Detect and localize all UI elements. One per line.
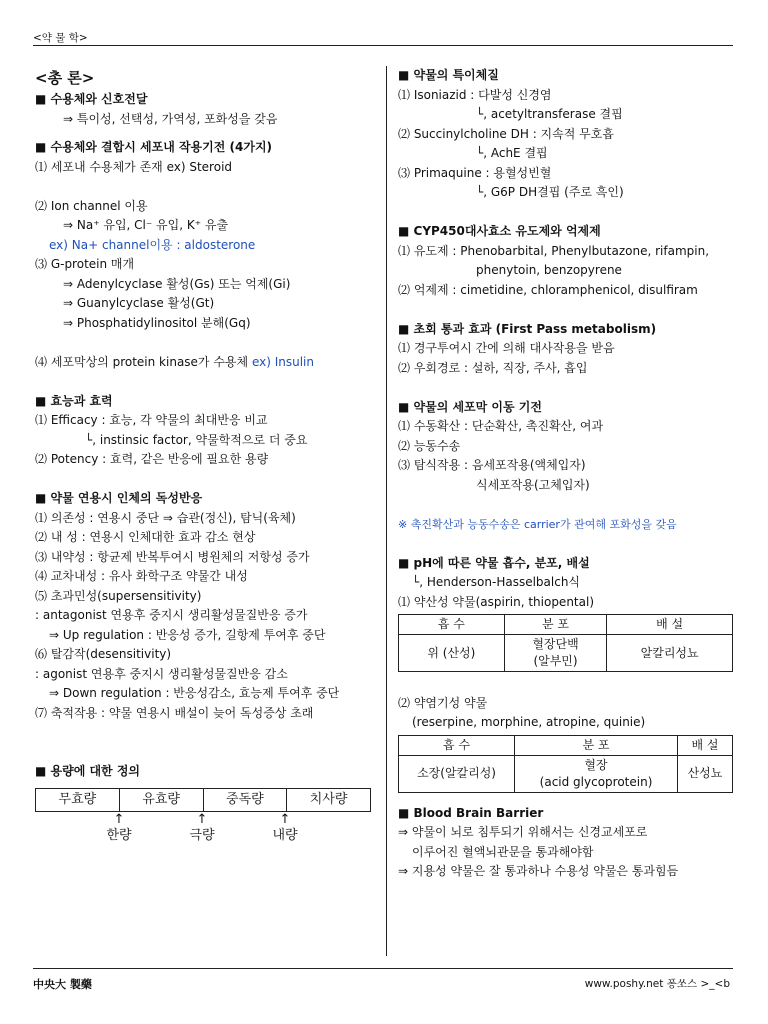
text-line: ⑵ 약염기성 약물: [398, 695, 488, 710]
text-line: ⑴ 경구투여시 간에 의해 대사작용을 받음: [398, 341, 615, 355]
dose-box: 치사량: [309, 791, 348, 807]
table-row: [399, 635, 733, 672]
text-line: ⇒ Na⁺ 유입, Cl⁻ 유입, K⁺ 유출: [63, 218, 229, 232]
table-header-cell: 흡 수: [399, 735, 515, 755]
example-line: ex) Na+ channel이용 : aldosterone: [49, 237, 256, 252]
dose-marks: [35, 812, 369, 852]
table-header-cell: 배 설: [677, 735, 732, 755]
table-cell: 혈장 (acid glycoprotein): [515, 755, 678, 792]
text-line: └, AchE 결핍: [476, 146, 548, 160]
text-line: ⇒ Phosphatidylinositol 분해(Gq): [63, 315, 251, 330]
text-line: ⇒ Down regulation : 반응성감소, 효능제 투여후 중단: [49, 686, 340, 700]
text-line: ⑶ G-protein 매개: [35, 257, 135, 271]
table-header-cell: 분 포: [504, 615, 607, 635]
column-divider: [386, 66, 387, 956]
base-drug-table: [398, 735, 733, 793]
text-span: ⑷ 세포막상의 protein kinase가 수용체: [35, 354, 249, 369]
text-line: └, acetyltransferase 결핍: [476, 107, 623, 121]
text-line: : antagonist 연용후 중지시 생리활성물질반응 증가: [35, 608, 308, 622]
table-cell: 산성뇨: [677, 755, 732, 792]
text-line: ⑴ 약산성 약물(aspirin, thiopental): [398, 594, 594, 609]
text-line: ⑵ 내 성 : 연용시 인체대한 효과 감소 현상: [35, 530, 256, 544]
text-line: ⑷ 교차내성 : 유사 화학구조 약물간 내성: [35, 569, 248, 583]
text-line: ⑵ 능동수송: [398, 438, 461, 453]
text-line: ⑵ Ion channel 이용: [35, 198, 148, 213]
table-cell: 위 (산성): [399, 635, 505, 672]
section-title: ■ 약물의 세포막 이동 기전: [398, 399, 542, 414]
table-row: [399, 755, 733, 792]
text-line: phenytoin, benzopyrene: [476, 263, 622, 277]
text-line: ⑴ Isoniazid : 다발성 신경염: [398, 87, 552, 102]
text-line: └, Henderson-Hasselbalch식: [412, 575, 581, 589]
text-line: : agonist 연용후 중지시 생리활성물질반응 감소: [35, 666, 288, 681]
table-header-cell: 분 포: [515, 735, 678, 755]
text-line: ⇒ Up regulation : 반응성 증가, 길항제 투여후 중단: [49, 627, 326, 642]
section-title: ■ CYP450대사효소 유도제와 억제제: [398, 224, 601, 238]
section-title: ■ 초회 통과 효과 (First Pass metabolism): [398, 321, 657, 336]
example-span: ex) Insulin: [251, 354, 314, 369]
text-line: ⇒ 특이성, 선택성, 가역성, 포화성을 갖음: [63, 111, 278, 126]
text-line: ⇒ 지용성 약물은 잘 통과하나 수용성 약물은 통과힘듬: [398, 864, 679, 878]
section-title: ■ 약물 연용시 인체의 독성반응: [35, 491, 203, 505]
text-line: ⇒ Adenylcyclase 활성(Gs) 또는 억제(Gi): [63, 276, 291, 291]
text-line: └, G6P DH결핍 (주로 흑인): [476, 185, 624, 199]
section-title: ■ 효능과 효력: [35, 393, 113, 408]
text-line: ⑺ 축적작용 : 약물 연용시 배설이 늦어 독성증상 초래: [35, 705, 314, 720]
footer-divider: [33, 968, 733, 969]
text-line: (reserpine, morphine, atropine, quinie): [412, 715, 646, 729]
text-line: ⑵ Potency : 효력, 같은 반응에 필요한 용량: [35, 452, 269, 466]
section-title: ■ 수용체와 신호전달: [35, 92, 148, 106]
header-divider: [33, 45, 733, 46]
text-line: ⑶ 탐식작용 : 음세포작용(액체입자): [398, 458, 586, 472]
table-header-cell: 흡 수: [399, 615, 505, 635]
text-line: ⑶ 내약성 : 항균제 반복투여시 병원체의 저항성 증가: [35, 549, 310, 564]
section-title: ■ 수용체와 결합시 세포내 작용기전 (4가지): [35, 140, 273, 154]
text-line: ⑴ 세포내 수용체가 존재 ex) Steroid: [35, 159, 233, 174]
footer-left: 中央大 製藥: [33, 978, 92, 991]
section-title: ■ pH에 따른 약물 흡수, 분포, 배설: [398, 555, 590, 570]
dose-box: 유효량: [120, 789, 204, 811]
table-header-row: [399, 615, 733, 635]
text-line: 이루어진 혈액뇌관문을 통과해야함: [412, 844, 594, 859]
text-line: ⑴ 유도제 : Phenobarbital, Phenylbutazone, rifampin,: [398, 243, 710, 258]
dose-mark: ↑ 내량: [272, 811, 298, 843]
text-line: ⑴ Efficacy : 효능, 각 약물의 최대반응 비교: [35, 413, 268, 427]
table-cell: 알칼리성뇨: [607, 635, 733, 672]
dose-mark: ↑ 극량: [189, 811, 215, 843]
table-header-cell: 배 설: [607, 615, 733, 635]
note-line: ※ 촉진확산과 능동수송은 carrier가 관여해 포화성을 갖음: [398, 517, 677, 531]
dose-scale: [35, 788, 371, 812]
text-line: ⇒ Guanylcyclase 활성(Gt): [63, 296, 215, 310]
left-column: [35, 66, 375, 852]
text-line: 식세포작용(고체입자): [476, 477, 590, 492]
text-line: ⑴ 의존성 : 연용시 중단 ⇒ 습관(정신), 탐닉(육체): [35, 510, 296, 525]
table-header-row: [399, 735, 733, 755]
table-cell: 혈장단백 (알부민): [504, 635, 607, 672]
section-title: ■ 용량에 대한 정의: [35, 764, 141, 778]
footer-right: www.poshy.net 퐁쏘스 >_<b: [584, 978, 730, 990]
acid-drug-table: [398, 614, 733, 672]
text-line: ⑵ 우회경로 : 설하, 직장, 주사, 흡입: [398, 360, 588, 375]
section-title: ■ Blood Brain Barrier: [398, 805, 544, 820]
page-header: <약 물 학>: [33, 32, 88, 44]
text-line: ⑸ 초과민성(supersensitivity): [35, 588, 202, 603]
text-line: ⑹ 탈감작(desensitivity): [35, 647, 172, 661]
text-line: ⑵ Succinylcholine DH : 지속적 무호흡: [398, 126, 614, 141]
text-line: ⑶ Primaquine : 용혈성빈혈: [398, 165, 552, 180]
dose-box: 무효량: [36, 789, 120, 811]
table-cell: 소장(알칼리성): [399, 755, 515, 792]
right-column: [398, 66, 733, 882]
text-line: [35, 353, 375, 373]
dose-box: 중독량: [204, 789, 288, 811]
text-line: ⑵ 억제제 : cimetidine, chloramphenicol, disulfiram: [398, 282, 698, 297]
dose-mark: ↑ 한량: [106, 811, 132, 843]
text-line: └, instinsic factor, 약물학적으로 더 중요: [85, 432, 308, 447]
chapter-title: <총 론>: [35, 69, 95, 87]
section-title: ■ 약물의 특이체질: [398, 68, 499, 82]
text-line: ⇒ 약물이 뇌로 침투되기 위해서는 신경교세포로: [398, 825, 648, 839]
text-line: ⑴ 수동확산 : 단순확산, 촉진확산, 여과: [398, 419, 604, 433]
